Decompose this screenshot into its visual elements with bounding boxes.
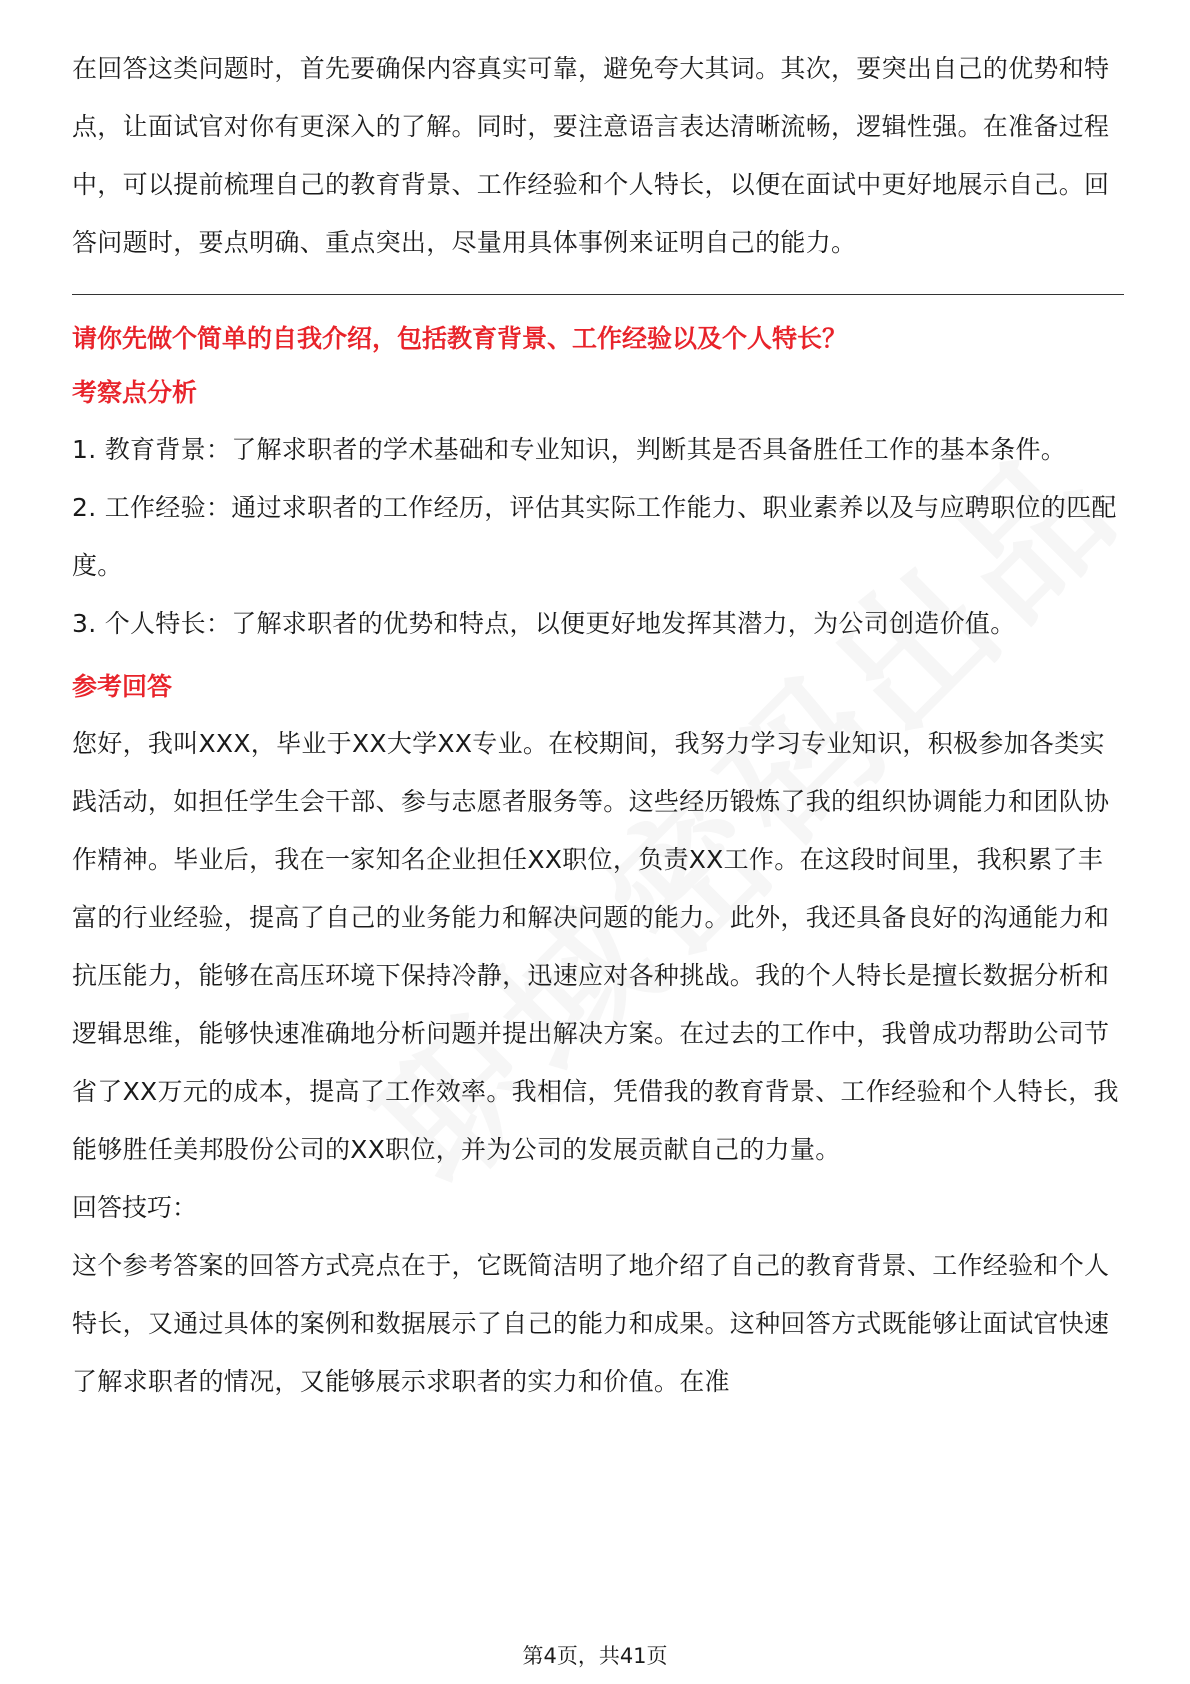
reference-answer-section [72, 659, 1124, 1179]
analysis-item-experience: 2. 工作经验：通过求职者的工作经历，评估其实际工作能力、职业素养以及与应聘职位的匹配度。 [72, 493, 1117, 580]
page-indicator: 第4页，共41页 [522, 1644, 668, 1668]
analysis-item-education: 1. 教育背景：了解求职者的学术基础和专业知识，判断其是否具备胜任工作的基本条件。 [72, 435, 1067, 464]
intro-paragraph: 在回答这类问题时，首先要确保内容真实可靠，避免夸大其词。其次，要突出自己的优势和特点，让面试官对你有更深入的了解。同时，要注意语言表达清晰流畅，逻辑性强。在准备过程中，可以提前梳理自己的教育背景、工作经验和个人特长，以便在面试中更好地展示自己。回答问题时，要点明确、重点突出，尽量用具体事例来证明自己的能力。 [72, 54, 1110, 257]
reference-answer-heading: 参考回答 [72, 672, 173, 701]
analysis-heading: 考察点分析 [72, 378, 198, 407]
section-divider [72, 294, 1124, 295]
tips-section [72, 1179, 1124, 1411]
tips-label: 回答技巧： [72, 1193, 198, 1222]
tips-text: 这个参考答案的回答方式亮点在于，它既简洁明了地介绍了自己的教育背景、工作经验和个人特长，又通过具体的案例和数据展示了自己的能力和成果。这种回答方式既能够让面试官快速了解求职者的情况，又能够展示求职者的实力和价值。在准 [72, 1251, 1110, 1396]
analysis-item-strengths: 3. 个人特长：了解求职者的优势和特点，以便更好地发挥其潜力，为公司创造价值。 [72, 609, 1016, 638]
interview-question: 请你先做个简单的自我介绍，包括教育背景、工作经验以及个人特长？ [72, 324, 848, 353]
document-page [72, 40, 1124, 1411]
analysis-section [72, 365, 1124, 653]
reference-answer-text: 您好，我叫XXX，毕业于XX大学XX专业。在校期间，我努力学习专业知识，积极参加各类实践活动，如担任学生会干部、参与志愿者服务等。这些经历锻炼了我的组织协调能力和团队协作精神。毕业后，我在一家知名企业担任XX职位，负责XX工作。在这段时间里，我积累了丰富的行业经验，提高了自己的业务能力和解决问题的能力。此外，我还具备良好的沟通能力和抗压能力，能够在高压环境下保持冷静，迅速应对各种挑战。我的个人特长是擅长数据分析和逻辑思维，能够快速准确地分析问题并提出解决方案。在过去的工作中，我曾成功帮助公司节省了XX万元的成本，提高了工作效率。我相信，凭借我的教育背景、工作经验和个人特长，我能够胜任美邦股份公司的XX职位，并为公司的发展贡献自己的力量。 [72, 729, 1119, 1164]
